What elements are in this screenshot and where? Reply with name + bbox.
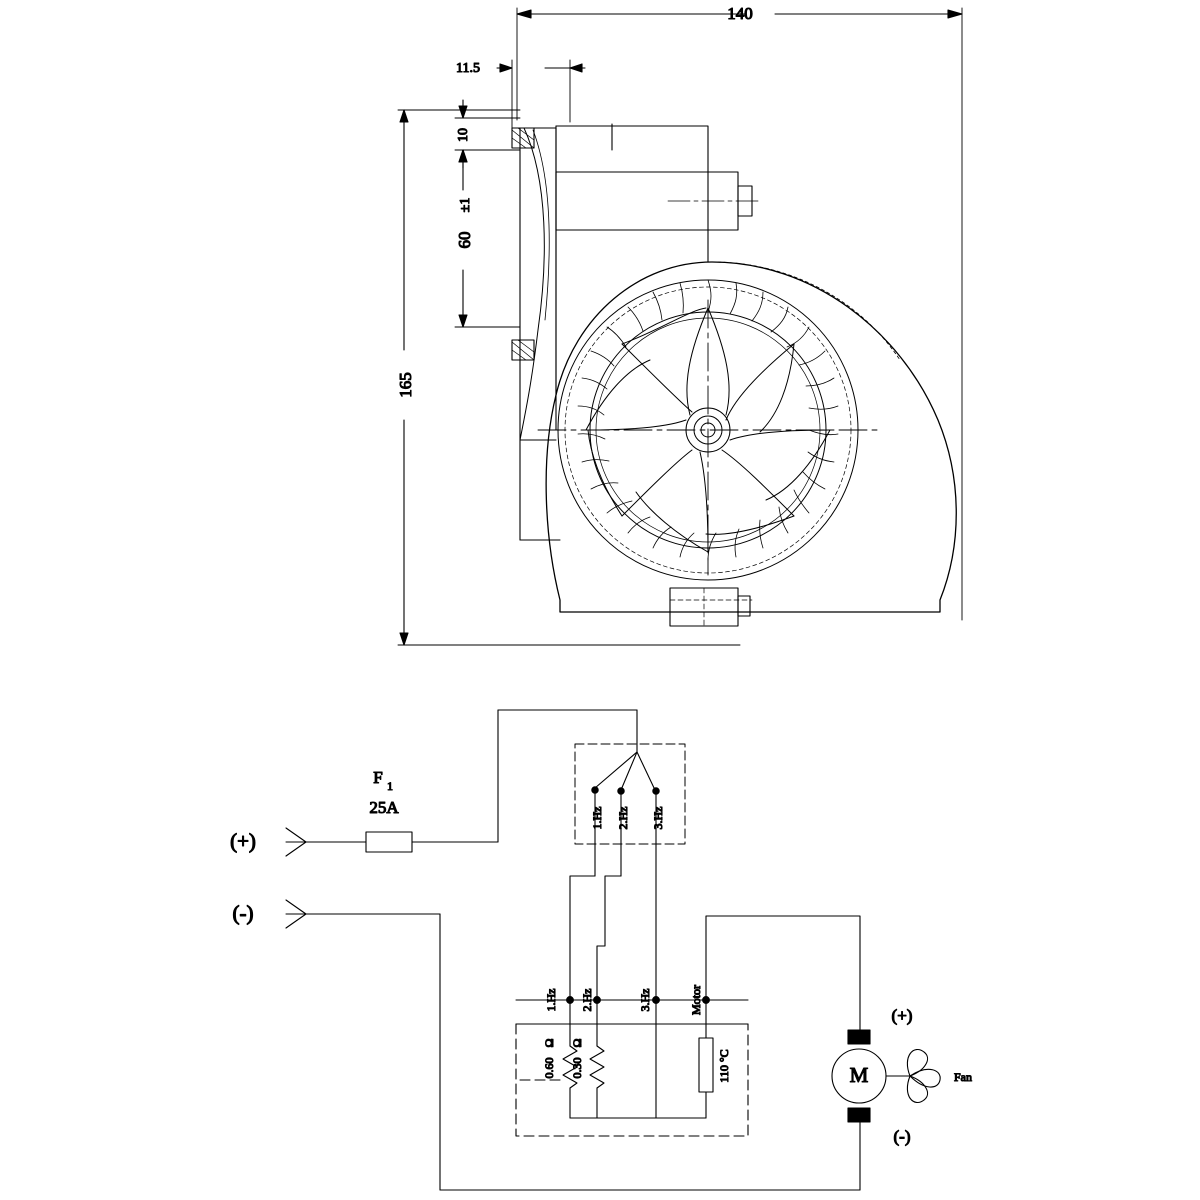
dimension-11p5: [497, 60, 585, 130]
switch-position-2-label: 2.Hz: [615, 806, 630, 830]
switch-position-1-label: 1.Hz: [589, 806, 604, 830]
fuse-symbol: [366, 832, 498, 852]
bottom-terminal-box: [670, 588, 752, 626]
bus-label-2hz: 2.Hz: [579, 988, 594, 1012]
fuse-rating-label: 25A: [369, 797, 399, 817]
resistor-0p30: [590, 1000, 604, 1118]
dimension-11p5-label: 11.5: [456, 61, 480, 77]
resistor-0p60-unit: Ω: [541, 1038, 556, 1048]
tap-3hz-wire: [570, 1000, 680, 1118]
dimension-165-label: 165: [395, 372, 415, 398]
resistor-0p30-label: 0.30: [569, 1057, 584, 1079]
inlet-flange: [512, 128, 560, 540]
motor-positive-label: (+): [891, 1005, 913, 1025]
thermal-protector: [680, 1000, 713, 1118]
resistor-0p30-unit: Ω: [569, 1038, 584, 1048]
fuse-designator-label: F: [373, 767, 383, 787]
motor-body: [556, 172, 760, 230]
supply-positive-terminal: [286, 828, 366, 856]
bus-label-motor: Motor: [688, 985, 703, 1015]
blower-housing-outline: [546, 262, 956, 612]
fan-symbol: [886, 1049, 940, 1102]
dimension-60-label: 60: [454, 231, 474, 249]
motor-symbol-label: M: [849, 1062, 869, 1087]
supply-negative-label: (-): [232, 900, 254, 925]
thermal-protector-label: 110 °C: [716, 1049, 731, 1083]
supply-positive-label: (+): [230, 828, 256, 853]
fan-label: Fan: [954, 1069, 972, 1084]
fuse-designator-subscript: 1: [387, 778, 393, 793]
switch-to-bus-wiring: [570, 876, 656, 1000]
bus-label-1hz: 1.Hz: [543, 988, 558, 1012]
dimension-165: [395, 110, 740, 645]
bus-label-3hz: 3.Hz: [637, 988, 652, 1012]
motor-wiring: [706, 916, 886, 1122]
dimension-60-tolerance-label: ±1: [458, 197, 474, 213]
dimension-140: [517, 8, 962, 620]
dimension-140-label: 140: [727, 3, 753, 23]
motor-negative-label: (-): [893, 1126, 911, 1146]
dimension-10-label: 10: [456, 128, 472, 142]
switch-position-3-label: 3.Hz: [650, 806, 665, 830]
resistor-0p60-label: 0.60: [541, 1057, 556, 1079]
